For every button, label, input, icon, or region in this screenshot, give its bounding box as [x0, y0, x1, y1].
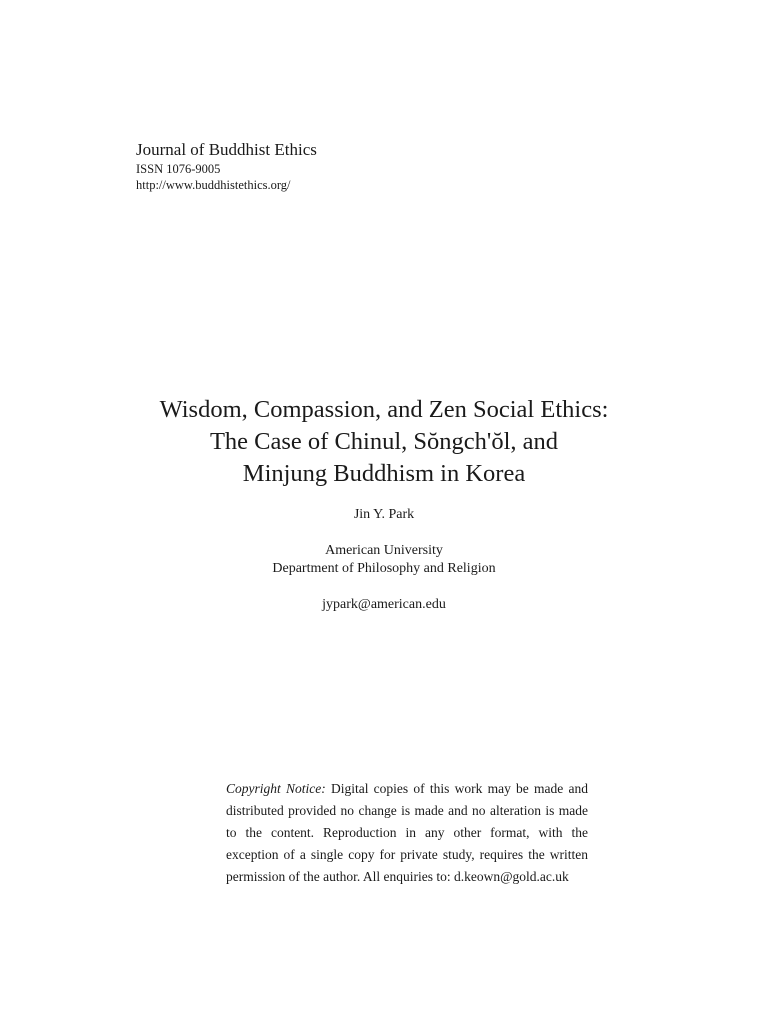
- article-title-line-3: Minjung Buddhism in Korea: [242, 460, 526, 487]
- journal-issn: ISSN 1076-9005: [136, 162, 221, 176]
- journal-url: http://www.buddhistethics.org/: [136, 178, 291, 192]
- author-name: Jin Y. Park: [353, 507, 415, 522]
- author-email: jypark@american.edu: [322, 597, 446, 612]
- copyright-notice: [226, 778, 588, 888]
- journal-header: [136, 139, 317, 193]
- article-title-line-2: The Case of Chinul, Sŏngch'ŏl, and: [209, 428, 559, 455]
- affiliation-department: Department of Philosophy and Religion: [272, 561, 496, 576]
- journal-title: Journal of Buddhist Ethics: [136, 140, 317, 159]
- article-title-line-1: Wisdom, Compassion, and Zen Social Ethics:: [159, 396, 609, 423]
- affiliation-university: American University: [325, 543, 443, 558]
- article-title: [0, 394, 768, 490]
- copyright-label: Copyright Notice:: [226, 781, 326, 796]
- author-affiliation: [0, 542, 768, 578]
- copyright-text: Digital copies of this work may be made and distributed provided no change is made and no alteration is made to the content. Reproduction in any other format, with the exception of a single copy for private study, requires the written permission of the author. All enquiries to: d.keown@gold.ac.uk: [226, 781, 588, 884]
